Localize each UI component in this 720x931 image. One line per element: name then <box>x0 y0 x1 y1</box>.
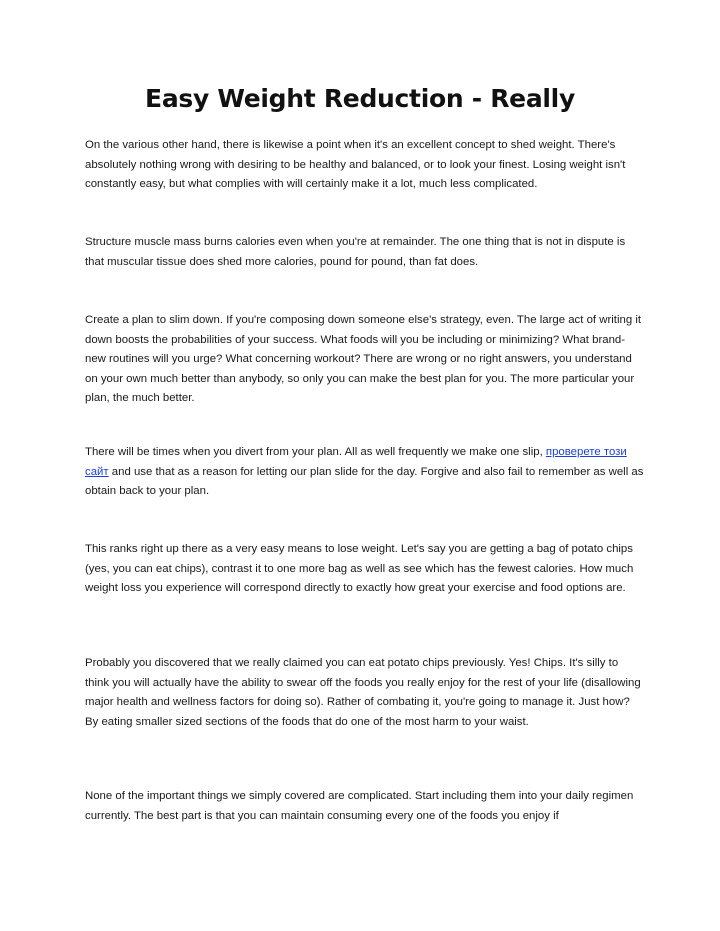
paragraph-muscle: Structure muscle mass burns calories even when you're at remainder. The one thing that is not in dispute is that muscular tissue does shed more calories, pound for pound, than fat does. <box>85 236 626 268</box>
external-link[interactable]: проверете този сайт <box>85 446 627 478</box>
paragraph-slip <box>85 443 645 502</box>
page-title: Easy Weight Reduction - Really <box>145 84 575 113</box>
paragraph-chips-manage: Probably you discovered that we really claimed you can eat potato chips previously. Yes! Chips. It's silly to think you will actually have the ability to swear off the foods you really enjoy for the rest of your life (disallowing major health and wellness factors for doing so). Rather of combating it, you're going to manage it. Just how? By eating smaller sized sections of the foods that do one of the most harm to your waist. <box>85 657 641 728</box>
paragraph-slip-text-before: There will be times when you divert from your plan. All as well frequently we make one slip, <box>85 446 546 458</box>
paragraph-intro: On the various other hand, there is likewise a point when it's an excellent concept to shed weight. There's absolutely nothing wrong with desiring to be healthy and balanced, or to look your finest. Losing weight isn't constantly easy, but what complies with will certainly make it a lot, much less complicated. <box>85 139 626 190</box>
paragraph-plan: Create a plan to slim down. If you're composing down someone else's strategy, even. The large act of writing it down boosts the probabilities of your success. What foods will you be including or minimizing? What brand-new routines will you urge? What concerning workout? There are wrong or no right answers, you understand on your own much better than anybody, so only you can make the best plan for you. The more particular your plan, the much better. <box>85 314 642 404</box>
paragraph-summary: None of the important things we simply covered are complicated. Start including them into your daily regimen currently. The best part is that you can maintain consuming every one of the foods you enjoy if <box>85 790 634 822</box>
paragraph-slip-text-after: and use that as a reason for letting our plan slide for the day. Forgive and also fail to remember as well as obtain back to your plan. <box>85 465 644 497</box>
paragraph-chips-compare: This ranks right up there as a very easy means to lose weight. Let's say you are getting a bag of potato chips (yes, you can eat chips), contrast it to one more bag as well as see which has the fewest calories. How much weight loss you experience will correspond directly to exactly how great your exercise and food options are. <box>85 543 634 594</box>
